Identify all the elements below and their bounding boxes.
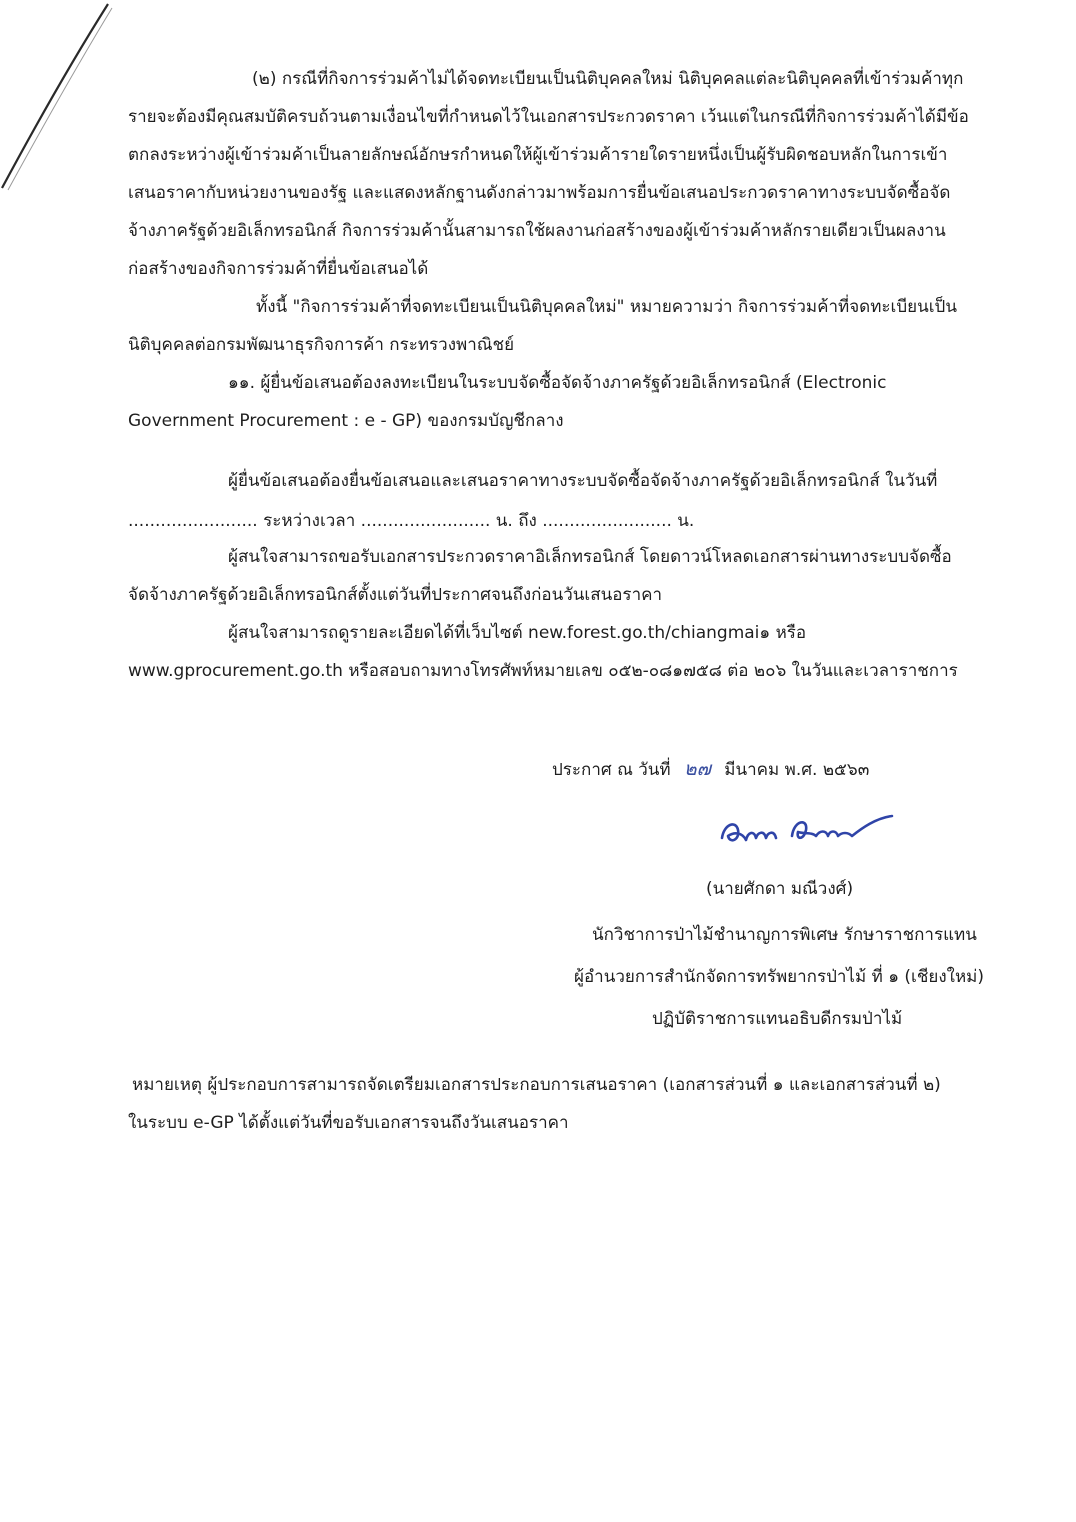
download-line-1: ผู้สนใจสามารถขอรับเอกสารประกวดราคาอิเล็กทรอนิกส์ โดยดาวน์โหลดเอกสารผ่านทางระบบจัดซื้อ: [228, 547, 952, 567]
clause-10-2-line-4: เสนอราคากับหน่วยงานของรัฐ และแสดงหลักฐานดังกล่าวมาพร้อมการยื่นข้อเสนอประกวดราคาทางระบบจัดซื้อจัด: [128, 183, 951, 203]
clause-11-line-1: ๑๑. ผู้ยื่นข้อเสนอต้องลงทะเบียนในระบบจัดซื้อจัดจ้างภาครัฐด้วยอิเล็กทรอนิกส์ (Electronic: [228, 373, 887, 393]
clause-10-2-line-3: ตกลงระหว่างผู้เข้าร่วมค้าเป็นลายลักษณ์อักษรกำหนดให้ผู้เข้าร่วมค้ารายใดรายหนึ่งเป็นผู้รับผิดชอบหลักในการเข้า: [128, 145, 948, 165]
note-line-1: หมายเหตุ ผู้ประกอบการสามารถจัดเตรียมเอกสารประกอบการเสนอราคา (เอกสารส่วนที่ ๑ และเอกสารส่วนที่ ๒): [132, 1075, 941, 1095]
download-line-2: จัดจ้างภาครัฐด้วยอิเล็กทรอนิกส์ตั้งแต่วันที่ประกาศจนถึงก่อนวันเสนอราคา: [128, 585, 663, 605]
clause-10-2-line-2: รายจะต้องมีคุณสมบัติครบถ้วนตามเงื่อนไขที่กำหนดไว้ในเอกสารประกวดราคา เว้นแต่ในกรณีที่กิจการร่วมค้าได้มีข้อ: [128, 107, 969, 127]
clause-10-2-line-1: (๒) กรณีที่กิจการร่วมค้าไม่ได้จดทะเบียนเป็นนิติบุคคลใหม่ นิติบุคคลแต่ละนิติบุคคลที่เข้าร่วมค้าทุก: [252, 69, 964, 89]
announcement-prefix: ประกาศ ณ วันที่: [552, 760, 671, 780]
definition-line-2: นิติบุคคลต่อกรมพัฒนาธุรกิจการค้า กระทรวงพาณิชย์: [128, 335, 515, 355]
signatory-name: (นายศักดา มณีวงศ์): [706, 879, 854, 899]
submission-line-2: ........................ ระหว่างเวลา ........................ น. ถึง ........................ น.: [128, 511, 695, 531]
submission-line-1: ผู้ยื่นข้อเสนอต้องยื่นข้อเสนอและเสนอราคาทางระบบจัดซื้อจัดจ้างภาครัฐด้วยอิเล็กทรอนิกส์ ในวันที่: [228, 471, 938, 491]
scan-artifact-line: [0, 0, 120, 200]
definition-line-1: ทั้งนี้ "กิจการร่วมค้าที่จดทะเบียนเป็นนิติบุคคลใหม่" หมายความว่า กิจการร่วมค้าที่จดทะเบียนเป็น: [256, 297, 957, 317]
clause-11-line-2: Government Procurement : e - GP) ของกรมบัญชีกลาง: [128, 411, 564, 431]
contact-line-2: www.gprocurement.go.th หรือสอบถามทางโทรศัพท์หมายเลข ๐๕๒-๐๘๑๗๕๘ ต่อ ๒๐๖ ในวันและเวลาราชการ: [128, 661, 958, 681]
clause-10-2-line-6: ก่อสร้างของกิจการร่วมค้าที่ยื่นข้อเสนอได้: [128, 259, 429, 279]
signatory-title-1: นักวิชาการป่าไม้ชำนาญการพิเศษ รักษาราชการแทน: [592, 925, 977, 945]
announcement-day: ๒๗: [684, 758, 711, 780]
note-line-2: ในระบบ e-GP ได้ตั้งแต่วันที่ขอรับเอกสารจนถึงวันเสนอราคา: [128, 1113, 569, 1133]
handwritten-signature: [712, 806, 902, 856]
announcement-month-year: มีนาคม พ.ศ. ๒๕๖๓: [724, 760, 870, 780]
signatory-title-3: ปฏิบัติราชการแทนอธิบดีกรมป่าไม้: [652, 1009, 903, 1029]
announcement-date: [552, 758, 869, 781]
contact-line-1: ผู้สนใจสามารถดูรายละเอียดได้ที่เว็บไซต์ new.forest.go.th/chiangmai๑ หรือ: [228, 623, 807, 643]
clause-10-2-line-5: จ้างภาครัฐด้วยอิเล็กทรอนิกส์ กิจการร่วมค้านั้นสามารถใช้ผลงานก่อสร้างของผู้เข้าร่วมค้าหลักรายเดียวเป็นผลงาน: [128, 221, 946, 241]
signatory-title-2: ผู้อำนวยการสำนักจัดการทรัพยากรป่าไม้ ที่ ๑ (เชียงใหม่): [574, 967, 984, 987]
